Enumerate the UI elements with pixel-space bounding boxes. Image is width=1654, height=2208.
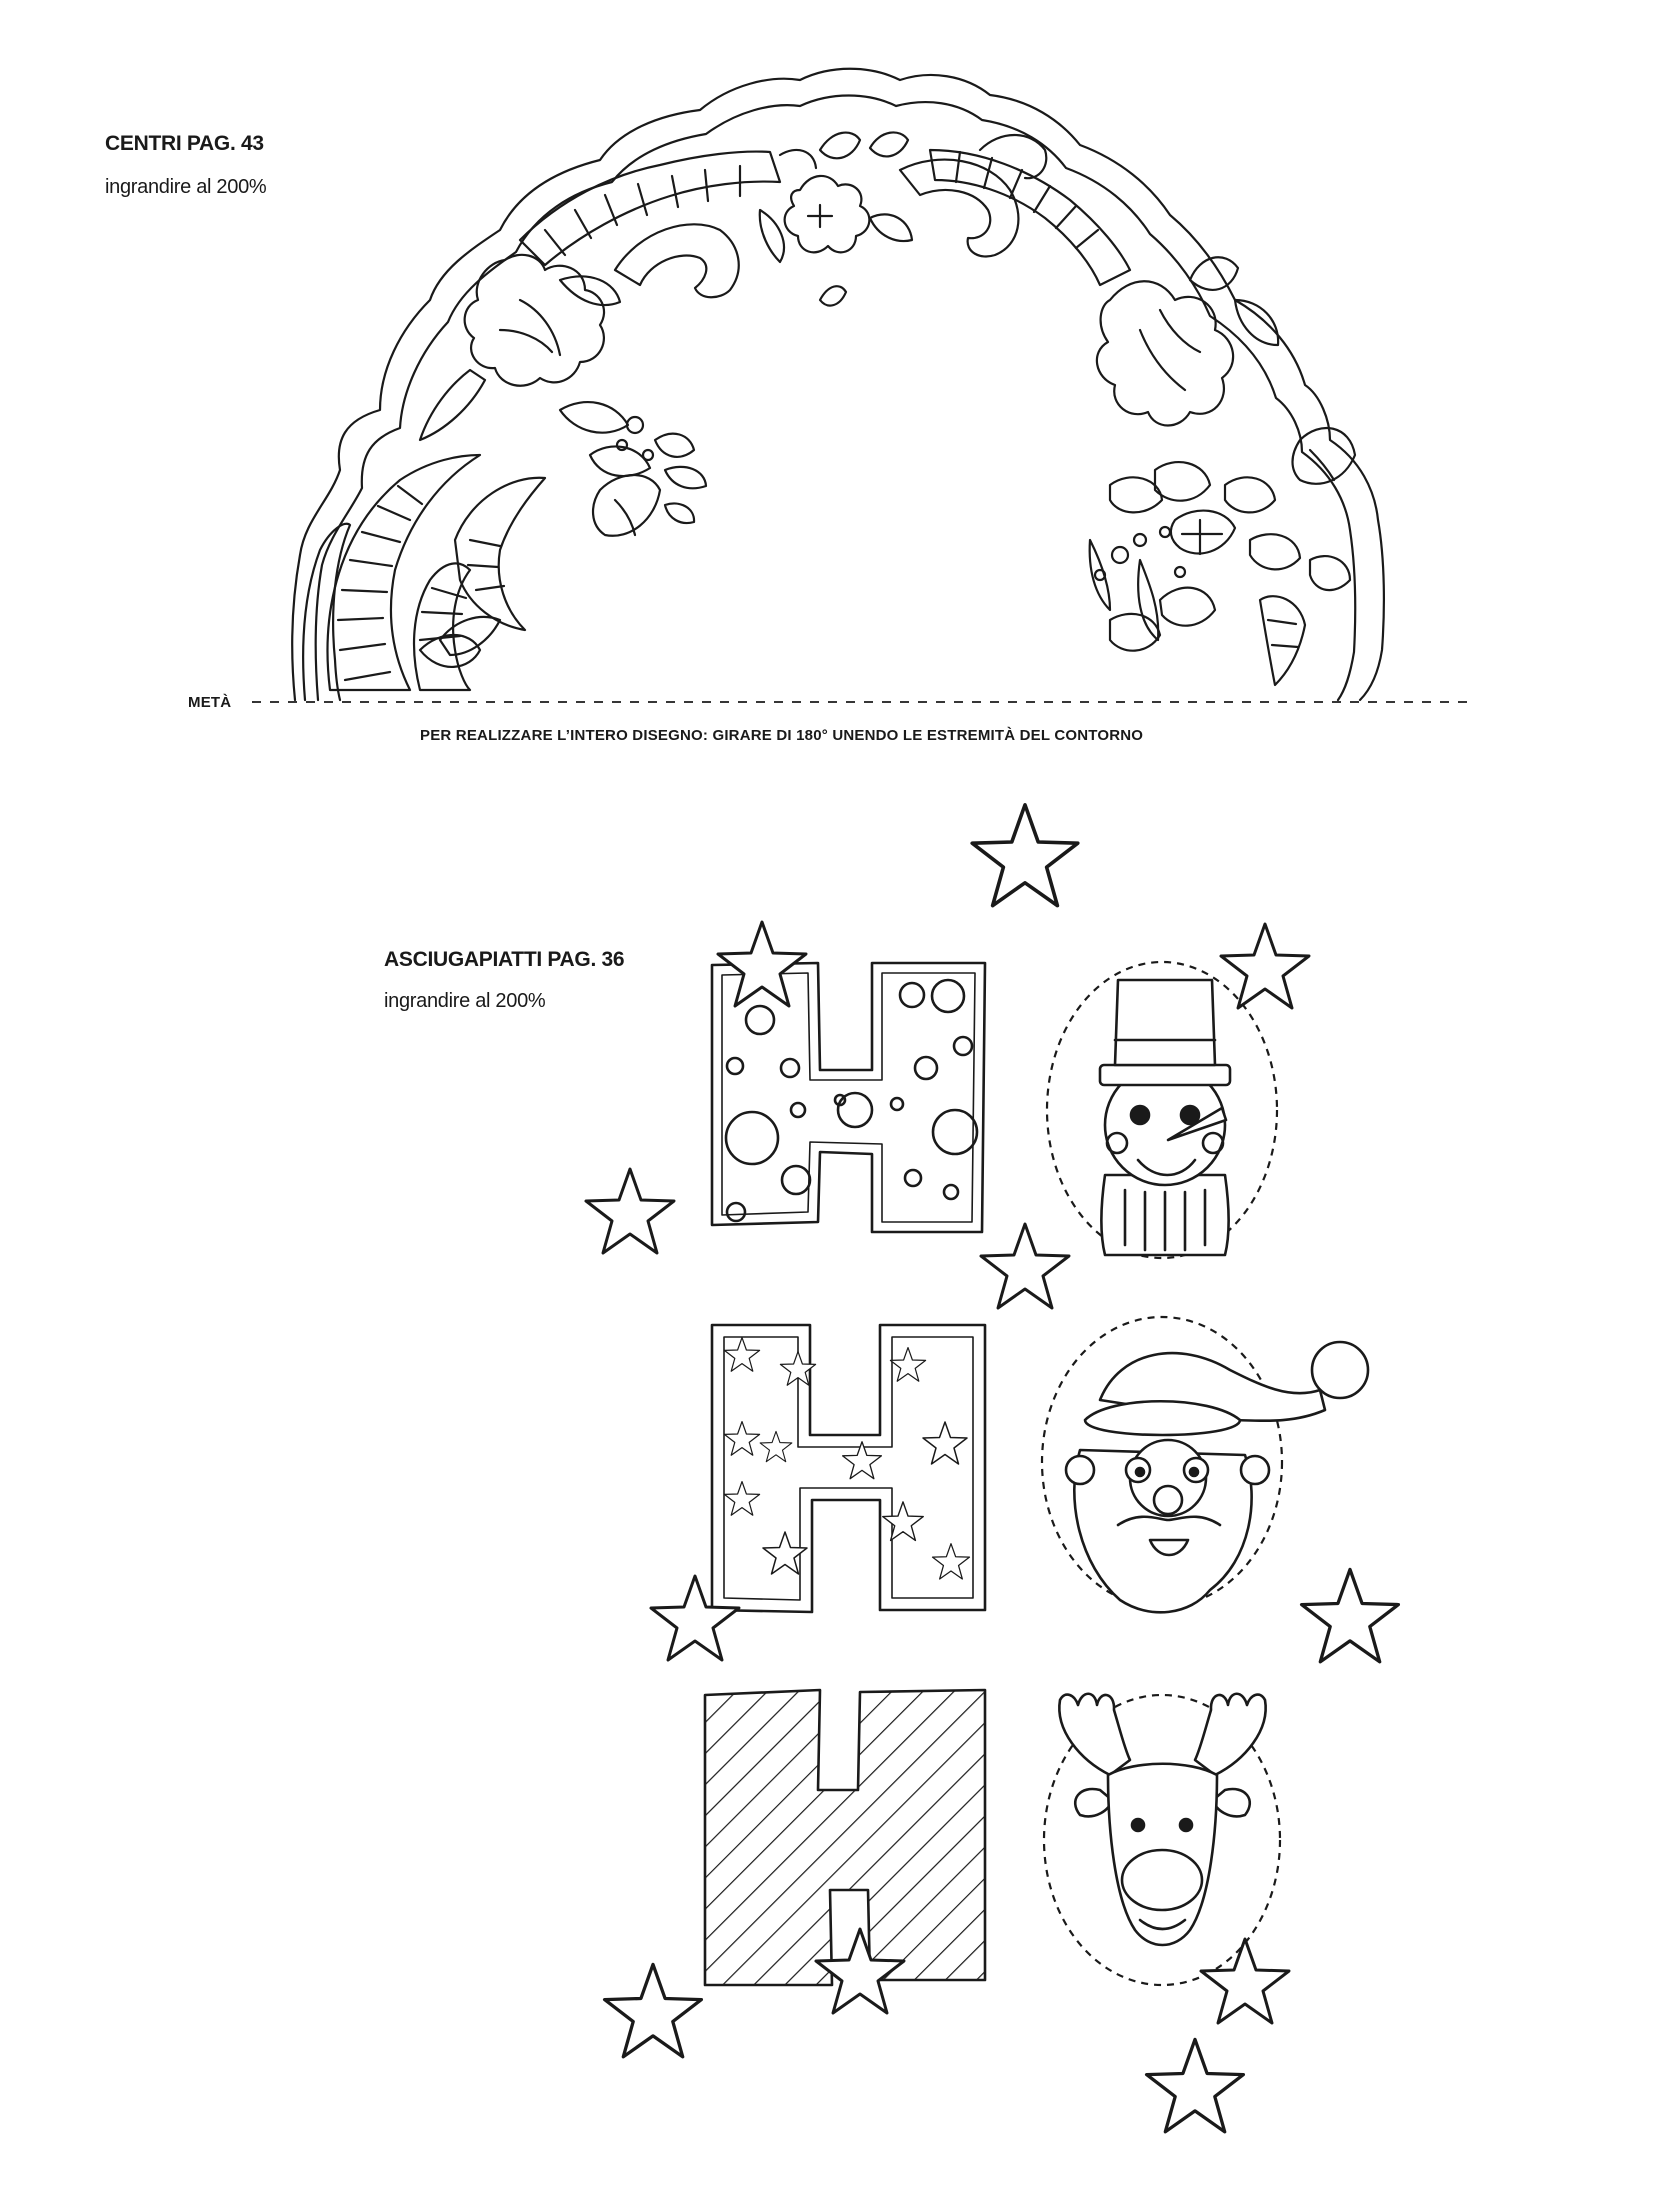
half-line-label: METÀ — [188, 694, 232, 711]
right-leaf-cluster — [1097, 281, 1233, 425]
reindeer-face-icon — [1059, 1694, 1265, 1945]
letter-h-stripes — [705, 1690, 985, 1985]
doily-half-pattern — [292, 69, 1384, 700]
star-icon — [586, 1169, 674, 1253]
star-icon — [1302, 1569, 1399, 1661]
santa-face-icon — [1066, 1342, 1368, 1612]
doily-inner-band — [316, 96, 1356, 701]
star-icon — [972, 805, 1078, 906]
snowman-face-icon — [1100, 980, 1230, 1255]
star-icon — [1147, 2039, 1244, 2131]
left-petal-group — [593, 475, 660, 536]
asciugapiatti-title: ASCIUGAPIATTI PAG. 36 — [384, 948, 625, 971]
star-icon — [1201, 1939, 1289, 2023]
half-line-instruction: PER REALIZZARE L’INTERO DISEGNO: GIRARE DI 180° UNENDO LE ESTREMITÀ DEL CONTORNO — [420, 727, 1144, 744]
centri-title: CENTRI PAG. 43 — [105, 132, 264, 155]
centri-subtitle: ingrandire al 200% — [105, 176, 267, 198]
center-flower — [785, 176, 870, 252]
right-arc-ladder — [930, 150, 1130, 285]
letter-h-dots — [712, 963, 985, 1232]
star-icon — [981, 1224, 1069, 1308]
star-icon — [605, 1964, 702, 2056]
asciugapiatti-subtitle: ingrandire al 200% — [384, 990, 546, 1012]
right-poinsettia — [1171, 511, 1235, 554]
